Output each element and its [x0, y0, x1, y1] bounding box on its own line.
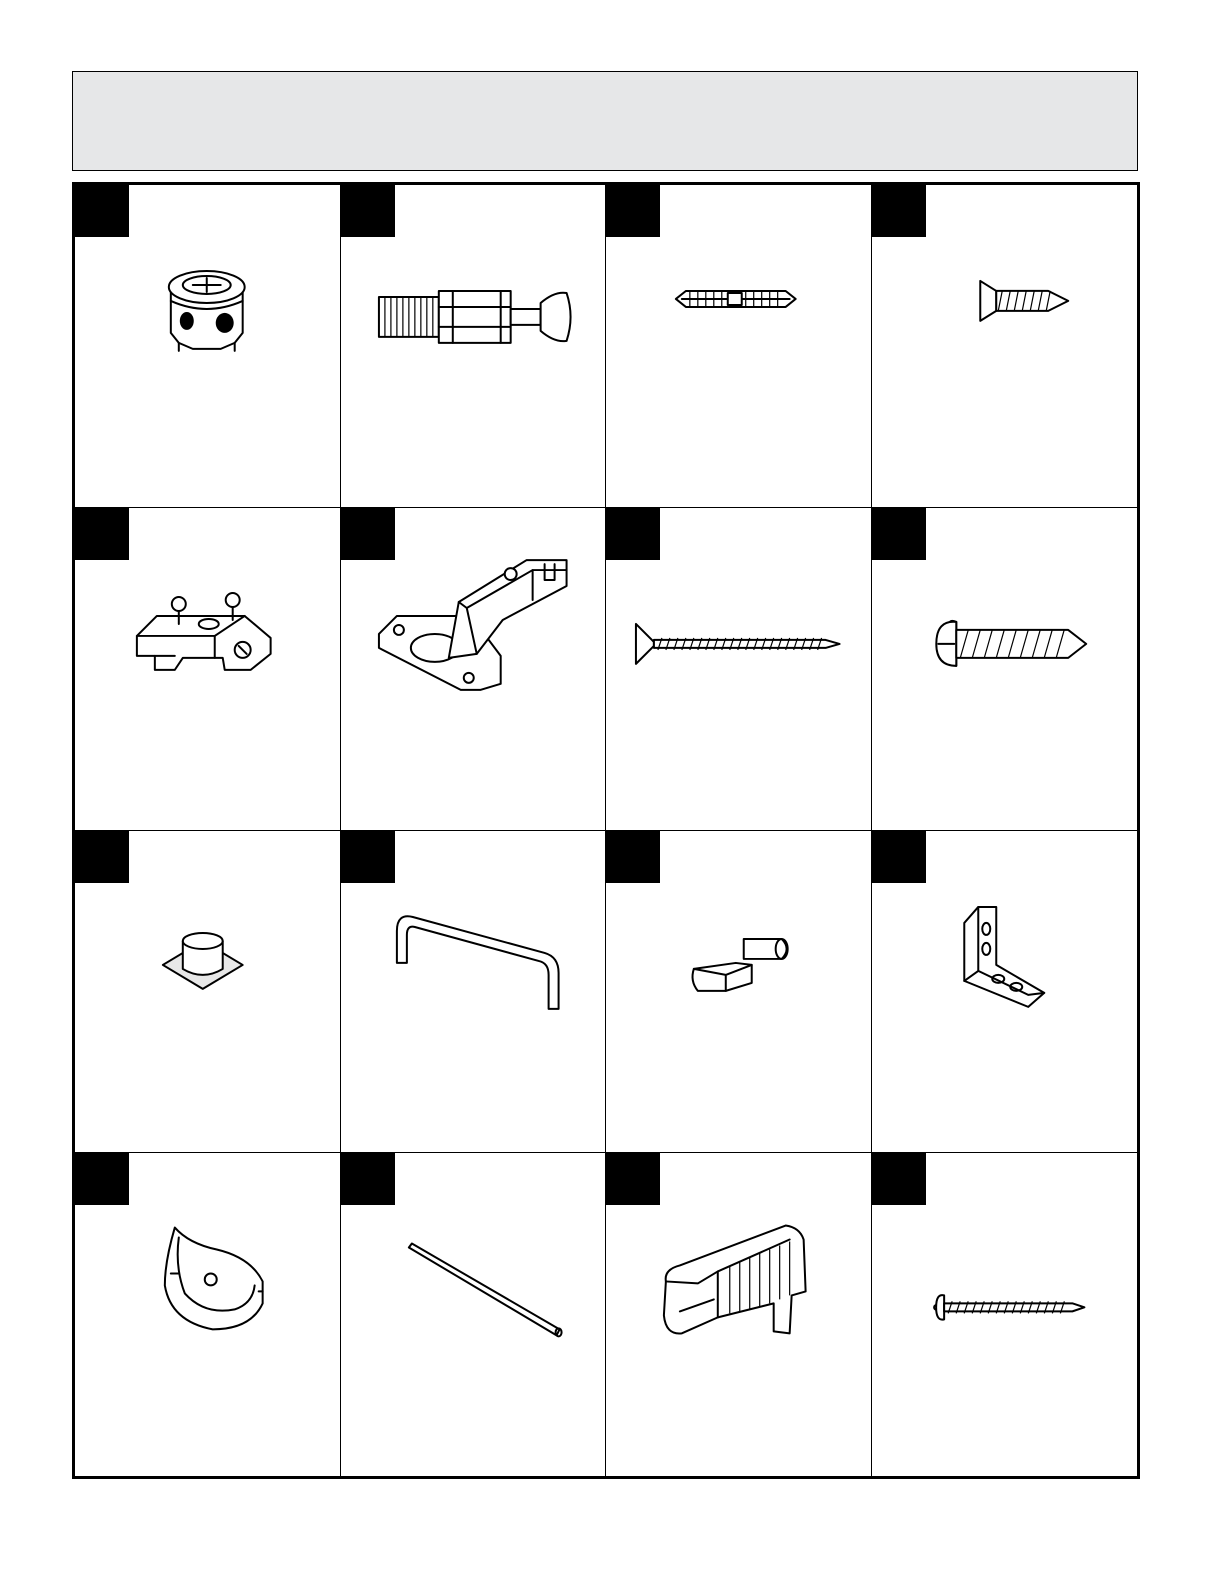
part-tag [75, 831, 129, 883]
hardware-grid [72, 182, 1140, 1479]
part-tag [341, 185, 395, 237]
part-cell-11 [606, 831, 872, 1154]
part-tag [606, 508, 660, 560]
part-cell-16 [872, 1153, 1138, 1476]
part-tag [341, 508, 395, 560]
part-cell-14 [341, 1153, 607, 1476]
part-cell-9 [75, 831, 341, 1154]
part-tag [872, 1153, 926, 1205]
part-tag [606, 1153, 660, 1205]
part-tag [341, 831, 395, 883]
part-tag [606, 185, 660, 237]
part-cell-5 [75, 508, 341, 831]
part-cell-2 [341, 185, 607, 508]
part-tag [872, 508, 926, 560]
part-tag [872, 185, 926, 237]
part-cell-15 [606, 1153, 872, 1476]
header-banner [72, 71, 1138, 171]
part-cell-6 [341, 508, 607, 831]
part-tag [872, 831, 926, 883]
part-cell-4 [872, 185, 1138, 508]
part-cell-10 [341, 831, 607, 1154]
part-cell-13 [75, 1153, 341, 1476]
part-tag [75, 1153, 129, 1205]
part-cell-7 [606, 508, 872, 831]
part-tag [75, 508, 129, 560]
part-tag [606, 831, 660, 883]
part-cell-1 [75, 185, 341, 508]
part-cell-3 [606, 185, 872, 508]
part-tag [341, 1153, 395, 1205]
part-cell-8 [872, 508, 1138, 831]
part-tag [75, 185, 129, 237]
part-cell-12 [872, 831, 1138, 1154]
